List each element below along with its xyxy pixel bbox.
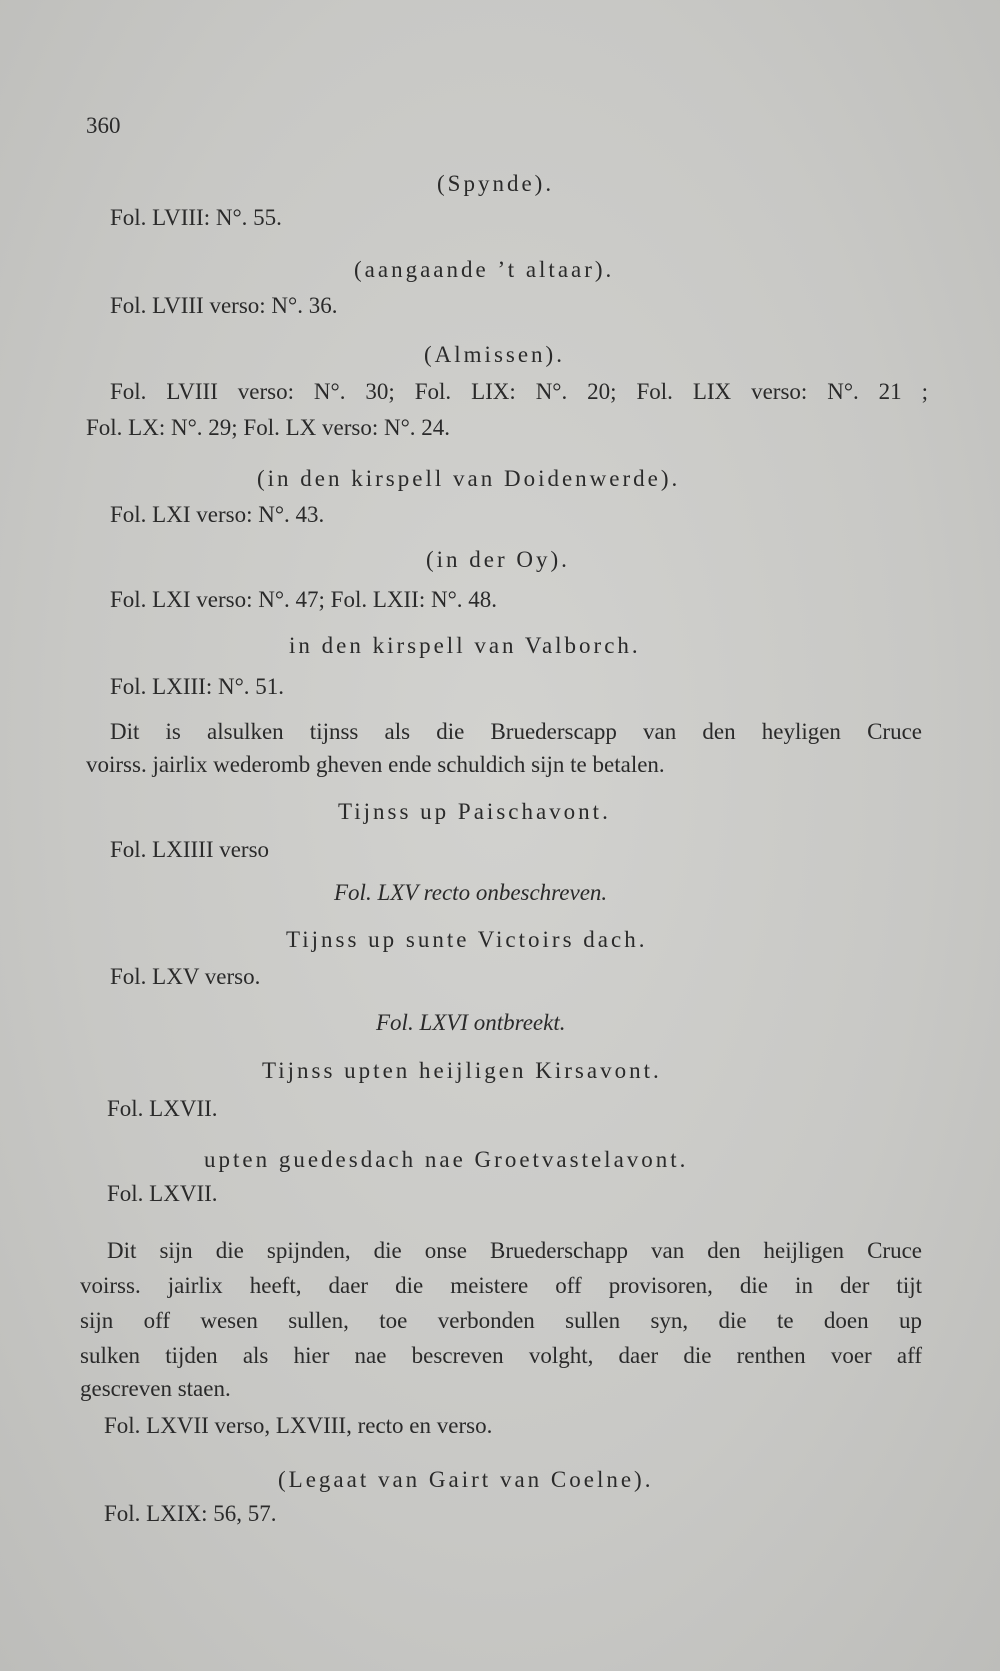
editorial-note: Fol. LXVI ontbreekt. [376, 1010, 566, 1035]
paragraph-line: sulken tijden als hier nae bescreven volght, daer die renthen voer aff [80, 1343, 922, 1368]
editorial-note: Fol. LXV recto onbeschreven. [334, 880, 608, 905]
section-heading: (in der Oy). [426, 547, 570, 572]
section-heading: (aangaande ’t altaar). [354, 257, 615, 282]
folio-reference: Fol. LXIII: N°. 51. [110, 674, 285, 699]
folio-reference: Fol. LXVII. [107, 1096, 218, 1121]
section-heading: (Almissen). [424, 342, 565, 367]
section-heading: (in den kirspell van Doidenwerde). [257, 466, 681, 491]
section-heading: upten guedesdach nae Groetvastelavont. [204, 1147, 689, 1172]
folio-reference: Fol. LXVII. [107, 1181, 218, 1206]
section-heading: in den kirspell van Valborch. [289, 633, 641, 658]
folio-reference: Fol. LXI verso: N°. 43. [110, 502, 325, 527]
section-heading: (Legaat van Gairt van Coelne). [278, 1467, 654, 1492]
section-heading: Tijnss up sunte Victoirs dach. [286, 927, 648, 952]
paragraph-line: gescreven staen. [80, 1376, 231, 1401]
section-heading: (Spynde). [437, 171, 555, 196]
folio-reference: Fol. LXI verso: N°. 47; Fol. LXII: N°. 48. [110, 587, 498, 612]
folio-reference: Fol. LXIIII verso [110, 837, 270, 862]
page-number: 360 [86, 113, 121, 138]
folio-reference-line: Fol. LX: N°. 29; Fol. LX verso: N°. 24. [86, 415, 451, 440]
paragraph-line: sijn off wesen sullen, toe verbonden sullen syn, die te doen up [80, 1308, 922, 1333]
paragraph-line: voirss. jairlix wederomb gheven ende schuldich sijn te betalen. [86, 752, 665, 777]
section-heading: Tijnss up Paischavont. [338, 799, 611, 824]
paragraph-line: voirss. jairlix heeft, daer die meistere off provisoren, die in der tijt [80, 1273, 922, 1298]
folio-reference: Fol. LXIX: 56, 57. [104, 1501, 277, 1526]
paragraph-line: Dit is alsulken tijnss als die Bruederscapp van den heyligen Cruce [110, 719, 922, 744]
folio-reference: Fol. LVIII: N°. 55. [110, 205, 282, 230]
folio-reference: Fol. LXV verso. [110, 964, 261, 989]
folio-reference-line: Fol. LVIII verso: N°. 30; Fol. LIX: N°. 20; Fol. LIX verso: N°. 21 ; [110, 379, 928, 404]
folio-reference: Fol. LXVII verso, LXVIII, recto en verso. [104, 1413, 493, 1438]
section-heading: Tijnss upten heijligen Kirsavont. [262, 1058, 662, 1083]
folio-reference: Fol. LVIII verso: N°. 36. [110, 293, 338, 318]
paragraph-line: Dit sijn die spijnden, die onse Bruederschapp van den heijligen Cruce [107, 1238, 922, 1263]
